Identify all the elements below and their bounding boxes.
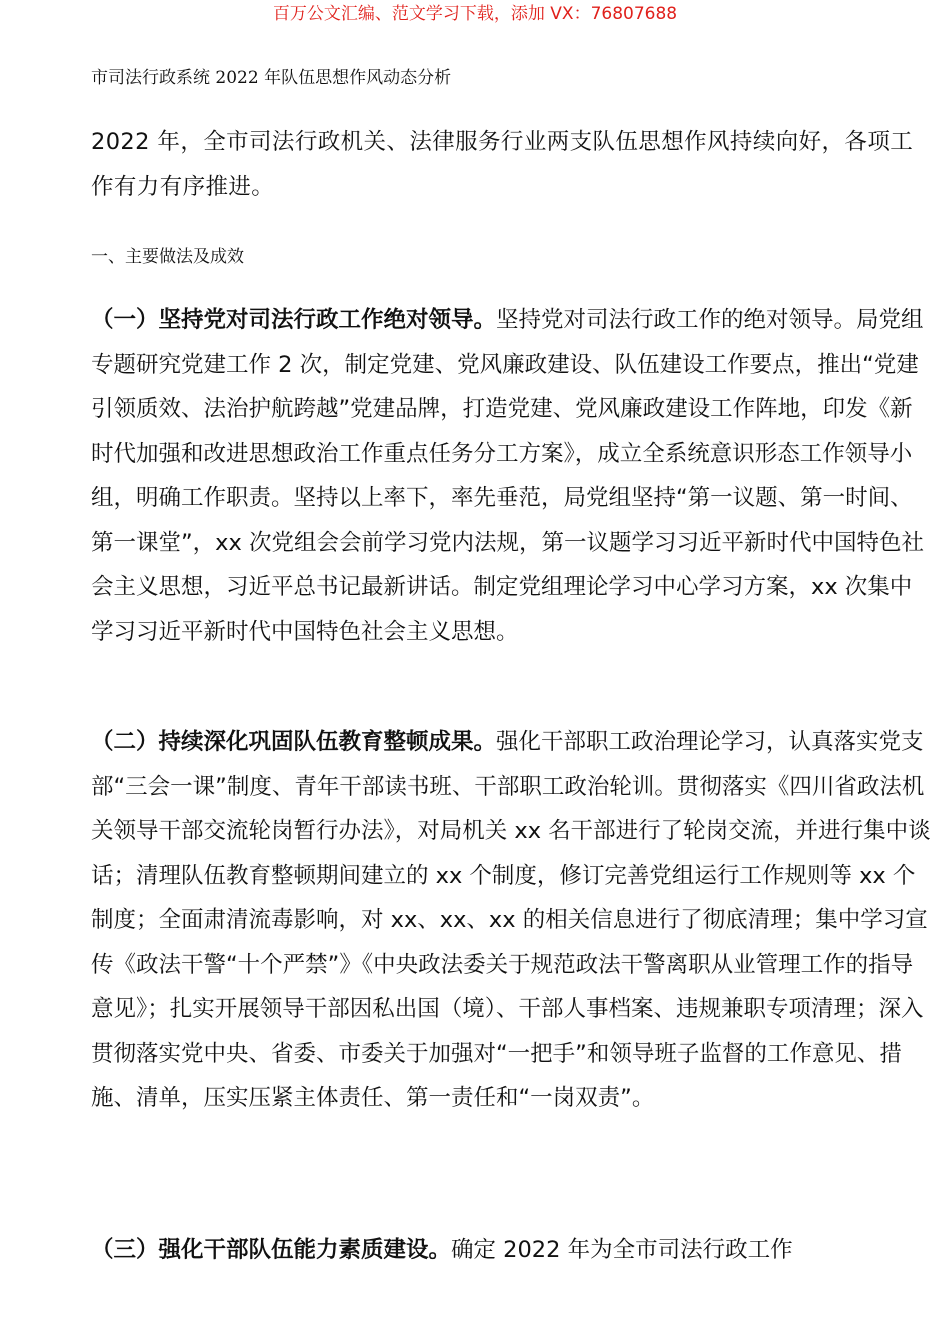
paragraph-1-lead: （一）坚持党对司法行政工作绝对领导。: [91, 307, 497, 333]
paragraph-3: [91, 1228, 931, 1273]
paragraph-2-lead: （二）持续深化巩固队伍教育整顿成果。: [91, 729, 497, 755]
document-title: 市司法行政系统 2022 年队伍思想作风动态分析: [91, 68, 452, 88]
intro-paragraph: 2022 年，全市司法行政机关、法律服务行业两支队伍思想作风持续向好，各项工作有力有序推进。: [91, 129, 914, 200]
paragraph-3-body: 确定 2022 年为全市司法行政工作: [451, 1237, 793, 1263]
paragraph-3-lead: （三）强化干部队伍能力素质建设。: [91, 1237, 452, 1263]
paragraph-2: [91, 720, 931, 1121]
header-banner: 百万公文汇编、范文学习下载，添加 VX：76807688: [272, 4, 678, 24]
section-heading: 一、主要做法及成效: [91, 247, 244, 267]
paragraph-2-body: 强化干部职工政治理论学习，认真落实党支部“三会一课”制度、青年干部读书班、干部职工政治轮训。贯彻落实《四川省政法机关领导干部交流轮岗暂行办法》，对局机关 xx 名干部进行了轮岗交流，并进行集中谈话；清理队伍教育整顿期间建立的 xx 个制度，修订完善党组运行工作规则等 xx 个制度；全面肃清流毒影响，对 xx、xx、xx 的相关信息进行了彻底清理；集中学习宣传《政法干警“十个严禁”》《中央政法委关于规范政法干警离职从业管理工作的指导意见》；扎实开展领导干部因私出国（境）、干部人事档案、违规兼职专项清理；深入贯彻落实党中央、省委、市委关于加强对“一把手”和领导班子监督的工作意见、措施、清单，压实压紧主体责任、第一责任和“一岗双责”。: [91, 729, 931, 1111]
paragraph-1-body: 坚持党对司法行政工作的绝对领导。局党组专题研究党建工作 2 次，制定党建、党风廉政建设、队伍建设工作要点，推出“党建引领质效、法治护航跨越”党建品牌，打造党建、党风廉政建设工作阵地，印发《新时代加强和改进思想政治工作重点任务分工方案》，成立全系统意识形态工作领导小组，明确工作职责。坚持以上率下，率先垂范，局党组坚持“第一议题、第一时间、第一课堂”，xx 次党组会会前学习党内法规，第一议题学习习近平新时代中国特色社会主义思想，习近平总书记最新讲话。制定党组理论学习中心学习方案，xx 次集中学习习近平新时代中国特色社会主义思想。: [91, 307, 924, 645]
paragraph-1: [91, 298, 931, 654]
